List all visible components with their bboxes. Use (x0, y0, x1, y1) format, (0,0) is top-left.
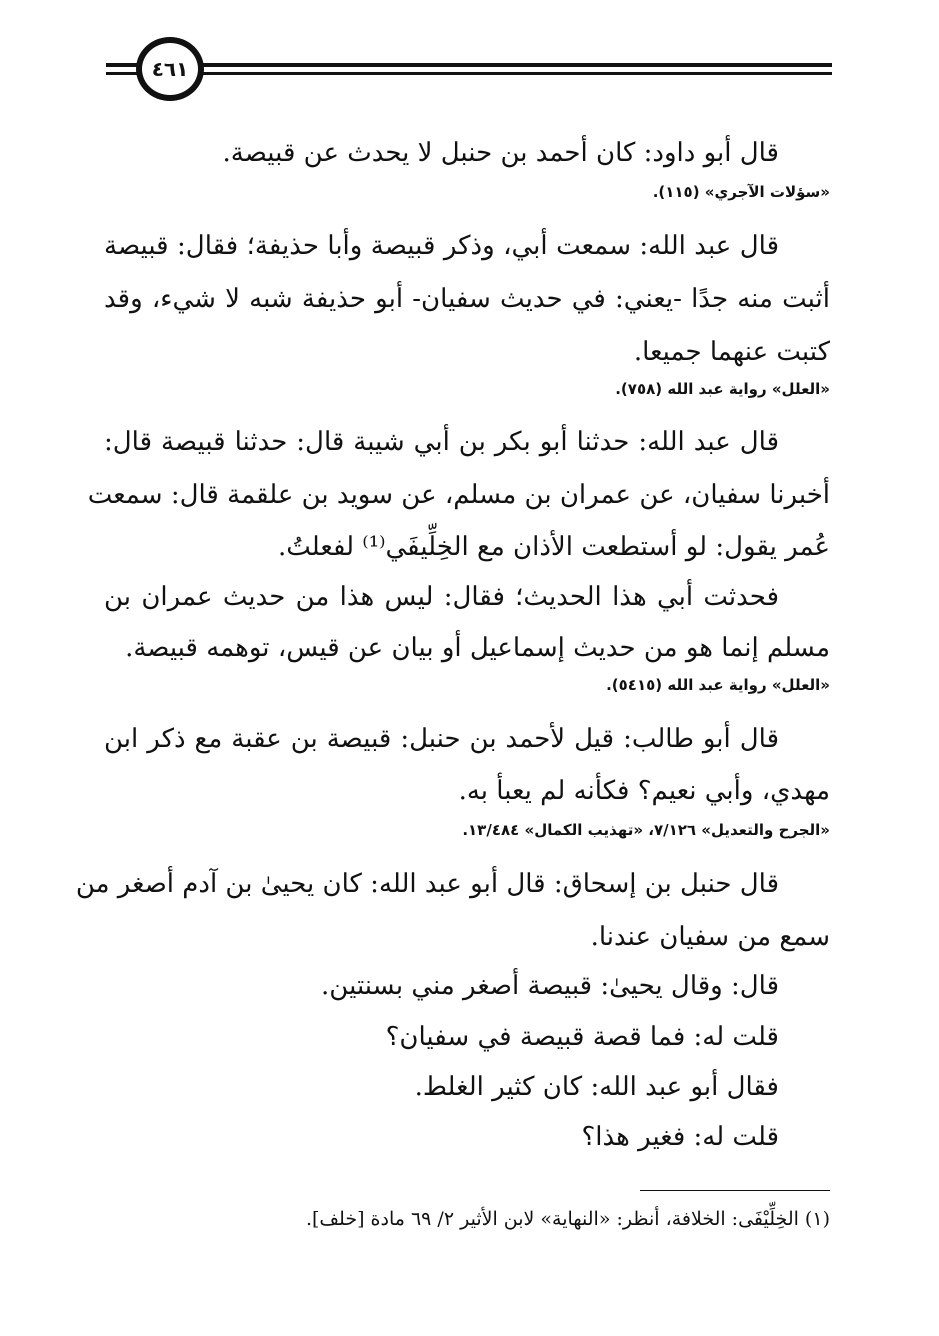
source-citation: «الجرح والتعديل» ٧/١٢٦، «تهذيب الكمال» ١٣/٤٨٤. (462, 821, 830, 839)
text-line: قلت له: فما قصة قبيصة في سفيان؟ (385, 1022, 779, 1052)
text-line: قلت له: فغير هذا؟ (581, 1122, 779, 1152)
text-line: قال عبد الله: سمعت أبي، وذكر قبيصة وأبا حذيفة؛ فقال: قبيصة (104, 231, 779, 261)
page-number: ٤٦١ (151, 57, 189, 81)
header-rule (106, 63, 832, 67)
text-line: مهدي، وأبي نعيم؟ فكأنه لم يعبأ به. (458, 776, 830, 806)
text-line: قال عبد الله: حدثنا أبو بكر بن أبي شيبة قال: حدثنا قبيصة قال: (104, 427, 779, 457)
source-citation: «العلل» رواية عبد الله (٥٤١٥). (606, 676, 830, 694)
source-citation: «سؤلات الآجري» (١١٥). (652, 183, 830, 201)
text-line: قال أبو طالب: قيل لأحمد بن حنبل: قبيصة بن عقبة مع ذكر ابن (104, 724, 779, 754)
text-line: فحدثت أبي هذا الحديث؛ فقال: ليس هذا من حديث عمران بن (104, 582, 779, 612)
text-line: فقال أبو عبد الله: كان كثير الغلط. (414, 1072, 779, 1102)
text-line: عُمر يقول: لو أستطعت الأذان مع الخِلِّيفَي⁽¹⁾ لفعلتُ. (278, 532, 830, 562)
source-citation: «العلل» رواية عبد الله (٧٥٨). (615, 380, 830, 398)
page-number-badge (136, 37, 204, 101)
text-line: قال أبو داود: كان أحمد بن حنبل لا يحدث عن قبيصة. (222, 138, 779, 168)
text-line: أخبرنا سفيان، عن عمران بن مسلم، عن سويد بن علقمة قال: سمعت (87, 480, 830, 510)
header-rule-thin (106, 72, 832, 75)
footnote-rule (640, 1190, 830, 1191)
text-line: أثبت منه جدًا -يعني: في حديث سفيان- أبو حذيفة شبه لا شيء، وقد (104, 284, 830, 314)
footnote: (١) الخِلِّيْفَى: الخلافة، أنظر: «النهاية» لابن الأثير ٢/ ٦٩ مادة [خلف]. (305, 1208, 830, 1230)
text-line: قال: وقال يحيىٰ: قبيصة أصغر مني بسنتين. (321, 971, 779, 1001)
text-line: قال حنبل بن إسحاق: قال أبو عبد الله: كان يحيىٰ بن آدم أصغر من (75, 869, 779, 899)
text-line: كتبت عنهما جميعا. (633, 337, 830, 367)
text-line: مسلم إنما هو من حديث إسماعيل أو بيان عن قيس، توهمه قبيصة. (125, 633, 830, 663)
text-line: سمع من سفيان عندنا. (590, 922, 830, 952)
